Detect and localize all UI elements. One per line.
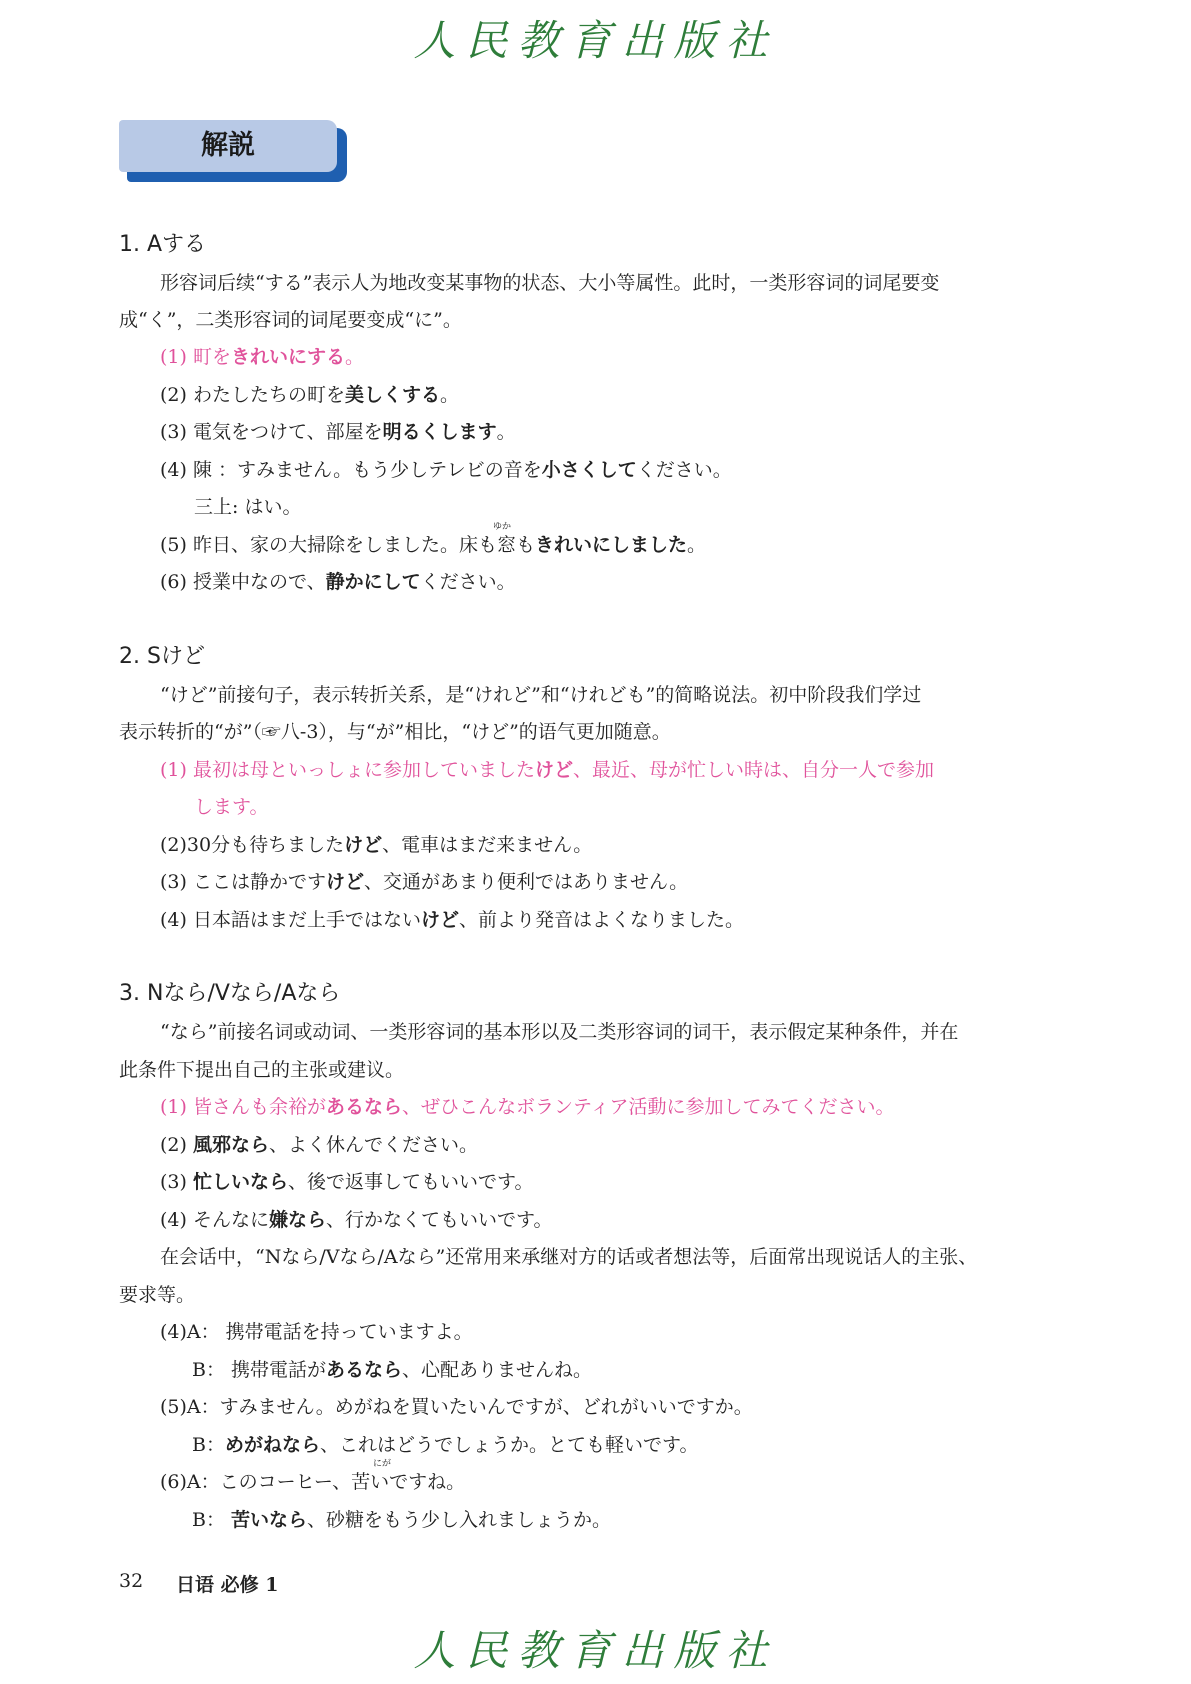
example-text: 電気をつけて、部屋を bbox=[192, 421, 383, 443]
example-grammar: けど bbox=[420, 909, 459, 931]
section-1-heading: 1. Aする bbox=[119, 232, 207, 257]
s1-example-5 bbox=[160, 532, 706, 558]
example-text: 。 bbox=[496, 421, 516, 443]
s1-paragraph-line-1: 形容词后续“する”表示人为地改变某事物的状态、大小等属性。此时，一类形容词的词尾要变 bbox=[160, 272, 940, 294]
example-text: 、よく休んでください。 bbox=[268, 1134, 478, 1156]
example-number: (5) bbox=[160, 534, 187, 556]
example-number: (4) bbox=[160, 1209, 187, 1231]
example-text: 、行かなくてもいいです。 bbox=[326, 1209, 553, 1231]
s3-example-4 bbox=[160, 1207, 552, 1233]
s3-dialog-5-a bbox=[160, 1394, 753, 1420]
section-badge-label: 解説 bbox=[119, 120, 337, 172]
example-text: 、砂糖をもう少し入れましょうか。 bbox=[307, 1509, 612, 1531]
example-text: A：このコーヒー、苦いですね。 bbox=[186, 1471, 466, 1493]
s1-example-2 bbox=[160, 382, 459, 408]
publisher-logo-bottom: 人民教育出版社 bbox=[413, 1626, 778, 1675]
example-number: (4) bbox=[160, 909, 187, 931]
s2-example-4 bbox=[160, 907, 744, 933]
example-text: 、交通があまり便利ではありません。 bbox=[364, 871, 689, 893]
s3-dialog-6-b bbox=[192, 1507, 611, 1533]
example-text: 、前より発音はよくなりました。 bbox=[459, 909, 745, 931]
example-text: A：すみません。めがねを買いたいんですが、どれがいいですか。 bbox=[186, 1396, 753, 1418]
s3-dialog-4-b bbox=[192, 1357, 592, 1383]
example-grammar: あるなら bbox=[326, 1359, 403, 1381]
example-text: 、ぜひこんなボランティア活動に参加してみてください。 bbox=[402, 1096, 895, 1118]
s1-example-3 bbox=[160, 419, 516, 445]
s3-dialog-5-b bbox=[192, 1432, 698, 1458]
s3-example-1 bbox=[160, 1094, 894, 1120]
example-number: (1) bbox=[160, 346, 187, 368]
example-text: 町を bbox=[192, 346, 231, 368]
example-text: B： bbox=[192, 1509, 232, 1531]
example-text: 。 bbox=[687, 534, 707, 556]
example-grammar: 風邪なら bbox=[192, 1134, 269, 1156]
example-text: 皆さんも余裕が bbox=[192, 1096, 326, 1118]
example-text: 、電車はまだ来ません。 bbox=[382, 834, 593, 856]
s2-paragraph-line-2: 表示转折的“が”（☞八-3），与“が”相比，“けど”的语气更加随意。 bbox=[119, 721, 671, 743]
example-number: (3) bbox=[160, 871, 187, 893]
example-text: 。 bbox=[345, 346, 365, 368]
s3-example-2 bbox=[160, 1132, 478, 1158]
example-text: 。 bbox=[440, 384, 460, 406]
s3-paragraph-line-1: “なら”前接名词或动词、一类形容词的基本形以及二类形容词的词干，表示假定某种条件，并在 bbox=[160, 1021, 959, 1043]
example-grammar: 苦いなら bbox=[231, 1509, 308, 1531]
section-2-heading: 2. Sけど bbox=[119, 644, 205, 669]
example-text: 日本語はまだ上手ではない bbox=[192, 909, 421, 931]
example-text: 授業中なので、 bbox=[192, 571, 326, 593]
example-grammar: 小さくして bbox=[541, 459, 637, 481]
example-grammar: 忙しいなら bbox=[192, 1171, 288, 1193]
s1-example-6 bbox=[160, 569, 516, 595]
s2-example-1-cont: します。 bbox=[194, 796, 269, 818]
example-text: 最初は母といっしょに参加していました bbox=[192, 759, 535, 781]
example-text: B： 携帯電話が bbox=[192, 1359, 327, 1381]
example-grammar: 明るくします bbox=[382, 421, 497, 443]
s1-example-4 bbox=[160, 457, 732, 483]
publisher-logo-top: 人民教育出版社 bbox=[413, 16, 778, 65]
s3-dialog-6-a bbox=[160, 1469, 465, 1495]
example-grammar: けど bbox=[344, 834, 383, 856]
example-text: わたしたちの町を bbox=[192, 384, 345, 406]
furigana-yuka: ゆか bbox=[493, 522, 512, 532]
s3-paragraph-line-4: 要求等。 bbox=[119, 1284, 196, 1306]
example-number: (2) bbox=[160, 384, 187, 406]
example-number: (5) bbox=[160, 1396, 187, 1418]
example-text: A： 携帯電話を持っていますよ。 bbox=[186, 1321, 473, 1343]
example-grammar: 美しくする bbox=[344, 384, 440, 406]
example-number: (6) bbox=[160, 571, 187, 593]
example-text: 、後で返事してもいいです。 bbox=[287, 1171, 534, 1193]
section-badge bbox=[119, 120, 347, 182]
example-text: ください。 bbox=[420, 571, 516, 593]
example-number: (2) bbox=[160, 1134, 187, 1156]
s1-paragraph-line-2: 成“く”，二类形容词的词尾要变成“に”。 bbox=[119, 309, 462, 331]
example-number: (4) bbox=[160, 459, 187, 481]
example-text: ください。 bbox=[636, 459, 732, 481]
example-number: (4) bbox=[160, 1321, 187, 1343]
example-grammar: あるなら bbox=[325, 1096, 402, 1118]
page-number: 32 bbox=[119, 1570, 144, 1592]
example-text: B： bbox=[192, 1434, 225, 1456]
s3-example-3 bbox=[160, 1169, 533, 1195]
example-grammar: きれいにする bbox=[230, 346, 345, 368]
s3-paragraph-line-3: 在会话中，“Nなら/Vなら/Aなら”还常用来承继对方的话或者想法等，后面常出现说话人的主张、 bbox=[160, 1246, 978, 1268]
example-number: (3) bbox=[160, 421, 187, 443]
example-grammar: 静かにして bbox=[325, 571, 421, 593]
furigana-niga: にが bbox=[373, 1459, 392, 1469]
example-grammar: けど bbox=[534, 759, 573, 781]
s3-paragraph-line-2: 此条件下提出自己的主张或建议。 bbox=[119, 1059, 405, 1081]
s2-example-1 bbox=[160, 757, 934, 783]
s3-dialog-4-a bbox=[160, 1319, 473, 1345]
example-number: (3) bbox=[160, 1171, 187, 1193]
example-text: 、これはどうでしょうか。とても軽いです。 bbox=[319, 1434, 699, 1456]
s1-example-1 bbox=[160, 344, 364, 370]
example-text: 30分も待ちました bbox=[186, 834, 345, 856]
example-number: (1) bbox=[160, 759, 187, 781]
section-3-heading: 3. Nなら/Vなら/Aなら bbox=[119, 981, 341, 1006]
example-grammar: けど bbox=[325, 871, 364, 893]
example-grammar: めがねなら bbox=[224, 1434, 320, 1456]
example-number: (1) bbox=[160, 1096, 187, 1118]
example-text: ここは静かです bbox=[192, 871, 326, 893]
example-text: 、最近、母が忙しい時は、自分一人で参加 bbox=[573, 759, 935, 781]
example-grammar: 嫌なら bbox=[268, 1209, 326, 1231]
example-text: 、心配ありませんね。 bbox=[402, 1359, 593, 1381]
example-number: (2) bbox=[160, 834, 187, 856]
book-title: 日语 必修 1 bbox=[176, 1574, 279, 1596]
example-text: そんなに bbox=[192, 1209, 269, 1231]
s1-example-4-reply: 三上: はい。 bbox=[194, 496, 302, 518]
s2-example-3 bbox=[160, 869, 688, 895]
s2-example-2 bbox=[160, 832, 592, 858]
example-text: 陳 ：すみません。もう少しテレビの音を bbox=[192, 459, 542, 481]
example-grammar: きれいにしました bbox=[534, 534, 687, 556]
s2-paragraph-line-1: “けど”前接句子，表示转折关系，是“けれど”和“けれども”的简略说法。初中阶段我们学过 bbox=[160, 684, 922, 706]
example-number: (6) bbox=[160, 1471, 187, 1493]
example-text: 昨日、家の大掃除をしました。床も窓も bbox=[192, 534, 535, 556]
